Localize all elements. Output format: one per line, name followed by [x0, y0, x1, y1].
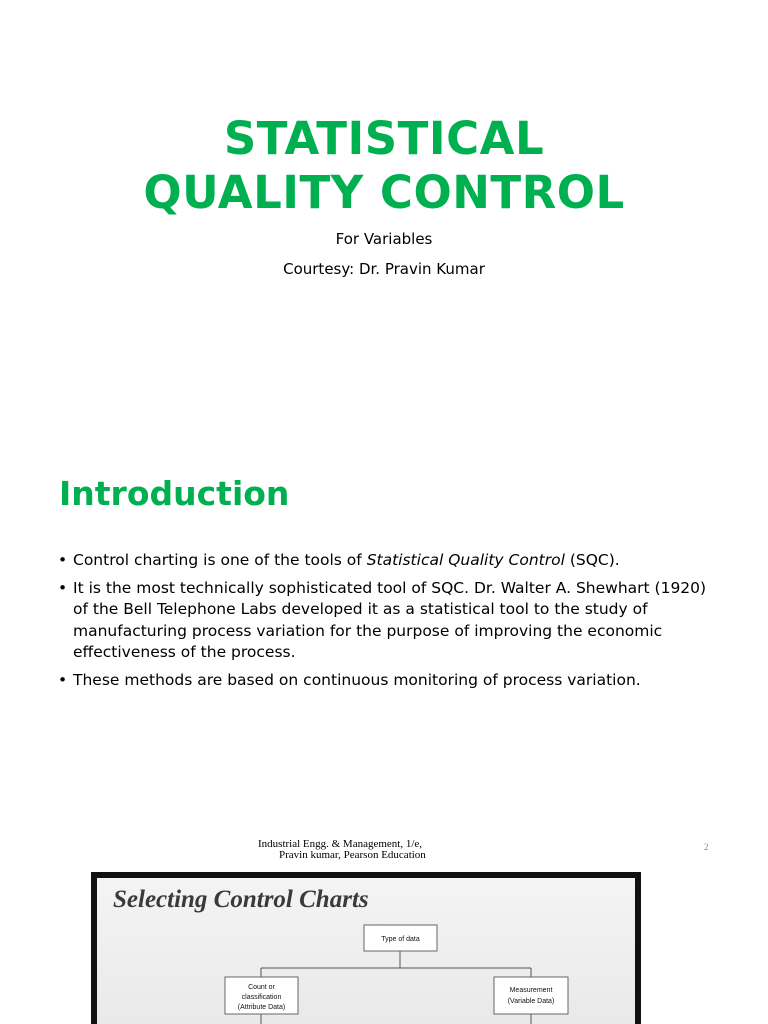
footer-line-1: Industrial Engg. & Management, 1/e,	[258, 838, 423, 850]
footer-line-2: Pravin kumar, Pearson Education	[279, 849, 426, 861]
type-of-data-label: Type of data	[381, 936, 420, 943]
bullet-text: Control charting is one of the tools of	[73, 551, 367, 569]
flowchart-diagram	[97, 878, 635, 1024]
attribute-label-line-2: classification	[241, 994, 282, 1001]
bullet-text: These methods are based on continuous monitoring of process variation.	[73, 670, 641, 689]
bullet-item	[58, 578, 718, 664]
title-line-2: QUALITY CONTROL	[143, 166, 625, 219]
slide-footer	[258, 839, 426, 861]
courtesy-text: Courtesy: Dr. Pravin Kumar	[283, 260, 485, 278]
attribute-label-line-3: (Attribute Data)	[237, 1004, 286, 1011]
bullet-dot-icon: •	[58, 551, 68, 569]
selecting-charts-title: Selecting Control Charts	[113, 886, 369, 913]
bullet-item	[58, 670, 718, 692]
introduction-heading: Introduction	[59, 474, 290, 513]
page-number: 2	[704, 842, 709, 852]
variable-label-line-2: (Variable Data)	[507, 998, 555, 1005]
bullet-text-suffix: (SQC).	[564, 551, 620, 569]
bullet-dot-icon: •	[58, 670, 68, 689]
bullet-item	[58, 550, 718, 572]
title-line-1: STATISTICAL	[223, 112, 545, 165]
variable-label-line-1: Measurement	[509, 987, 553, 994]
subtitle: For Variables	[335, 230, 433, 248]
bullet-list	[58, 550, 718, 697]
bullet-emphasis: Statistical Quality Control	[366, 551, 565, 569]
embedded-slide-canvas	[97, 878, 635, 1024]
bullet-dot-icon: •	[58, 578, 68, 597]
attribute-label-line-1: Count or	[248, 984, 275, 991]
bullet-text: It is the most technically sophisticated tool of SQC. Dr. Walter A. Shewhart (1920) of the Bell Telephone Labs developed it as a statistical tool to the study of manufacturing process variation for the purpose of improving the economic effectiveness of the process.	[73, 578, 707, 661]
embedded-slide-image	[91, 872, 641, 1024]
slide-title	[0, 112, 768, 220]
variable-data-box	[494, 977, 568, 1014]
